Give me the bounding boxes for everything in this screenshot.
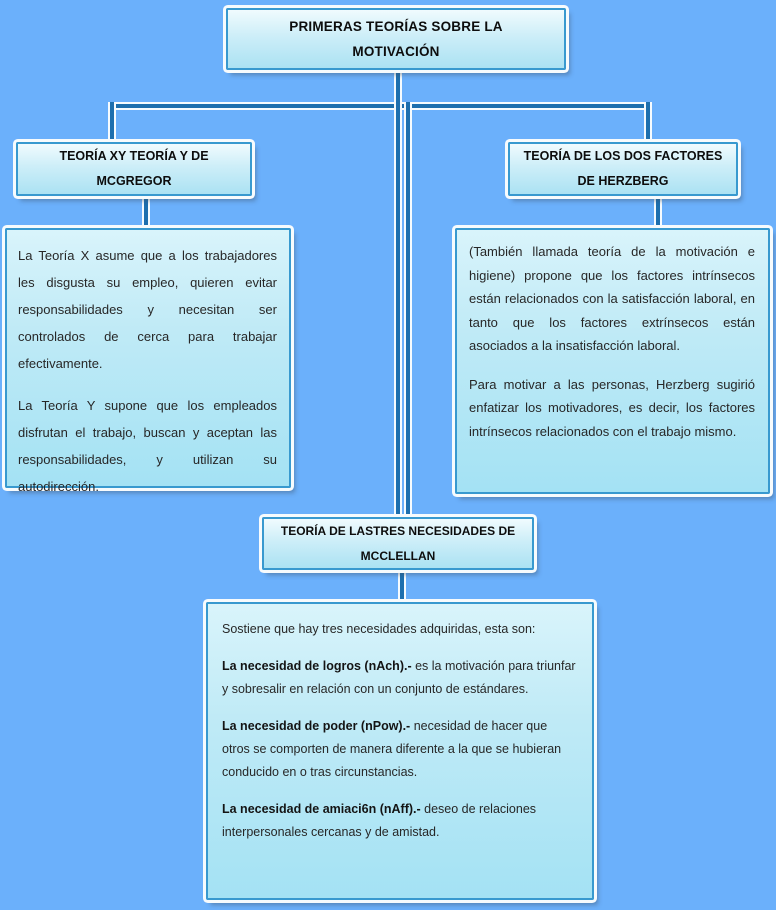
node-title [226, 8, 566, 70]
mcgregor-heading-line-1: TEORÍA XY TEORÍA Y DE [59, 149, 209, 163]
mcclelland-item-afiliacion [222, 798, 577, 844]
connector-mcgregor-stub [142, 194, 150, 230]
mcclelland-heading-line-1: TEORÍA DE LASTRES NECESIDADES DE [280, 523, 516, 538]
connector-herzberg-stub [654, 194, 662, 230]
mcgregor-paragraph-2: La Teoría Y supone que los empleados disfrutan el trabajo, buscan y aceptan las responsabilidades, y utilizan su autodirección. [18, 398, 277, 494]
mcgregor-heading-line-2: MCGREGOR [96, 174, 172, 188]
mcclelland-intro: Sostiene que hay tres necesidades adquiridas, esta son: [222, 622, 536, 636]
title-line-1: PRIMERAS TEORÍAS SOBRE LA [289, 19, 503, 34]
mcclelland-item-afiliacion-lead: La necesidad de amiaci6n (nAff).- [222, 802, 421, 816]
mcclelland-item-logros [222, 655, 577, 701]
mcclelland-item-logros-lead: La necesidad de logros (nAch).- [222, 659, 412, 673]
connector-left-drop [108, 102, 116, 144]
title-line-2: MOTIVACIÓN [352, 44, 440, 59]
connector-mcclelland-stub [398, 568, 406, 604]
connector-right-drop [644, 102, 652, 144]
mcclelland-item-poder-rest: necesidad de hacer que otros se comporten de manera diferente a la que se hubieran conducido en o tras circunstancias. [222, 719, 562, 779]
connector-center-drop [404, 102, 412, 519]
herzberg-paragraph-2: Para motivar a las personas, Herzberg sugirió enfatizar los motivadores, es decir, los factores intrínsecos relacionados con el trabajo mismo. [469, 376, 755, 439]
herzberg-paragraph-1: (También llamada teoría de la motivación e higiene) propone que los factores intrínsecos están relacionados con la satisfacción laboral, en tanto que los factores extrínsecos están asociados a la insatisfacción laboral. [469, 244, 755, 353]
node-mcclelland-heading [262, 517, 534, 570]
herzberg-heading-line-1: TEORÍA DE LOS DOS FACTORES [523, 149, 723, 163]
mcgregor-paragraph-1: La Teoría X asume que a los trabajadores les disgusta su empleo, quieren evitar responsabilidades y necesitan ser controlados de cerca para trabajar efectivamente. [18, 248, 277, 371]
mcclelland-heading-line-2: MCCLELLAN [360, 548, 436, 563]
node-herzberg-body [455, 228, 770, 494]
node-mcgregor-body [5, 228, 291, 494]
node-mcgregor-heading [16, 142, 252, 196]
connector-branch-horizontal [108, 102, 652, 110]
mcclelland-item-logros-rest: es la motivación para triunfar y sobresalir en relación con un conjunto de estándares. [222, 659, 576, 696]
node-mcclelland-body [206, 602, 594, 900]
mcclelland-item-afiliacion-rest: deseo de relaciones interpersonales cercanas y de amistad. [222, 802, 537, 839]
herzberg-heading-line-2: DE HERZBERG [577, 174, 669, 188]
connector-title-to-center [394, 70, 402, 519]
mcclelland-item-poder [222, 715, 577, 784]
node-herzberg-heading [508, 142, 738, 196]
mcclelland-item-poder-lead: La necesidad de poder (nPow).- [222, 719, 411, 733]
